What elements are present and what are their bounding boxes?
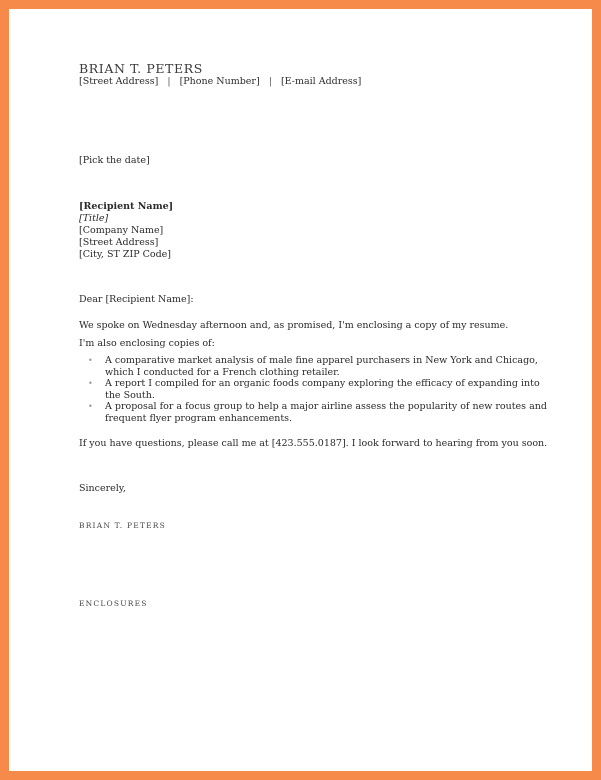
body-paragraph-2: I'm also enclosing copies of: — [79, 338, 215, 349]
sender-email[interactable]: [E-mail Address] — [280, 76, 362, 87]
body-paragraph-1: We spoke on Wednesday afternoon and, as promised, I'm enclosing a copy of my resume. — [79, 320, 509, 331]
list-item-text: A proposal for a focus group to help a major airline assess the popularity of new routes and frequent flyer program enhancements. — [105, 401, 547, 424]
contact-separator: | — [268, 76, 272, 87]
recipient-city[interactable]: [City, ST ZIP Code] — [79, 249, 172, 260]
sender-phone[interactable]: [Phone Number] — [179, 76, 260, 87]
bullet-icon: • — [88, 402, 93, 411]
bullet-icon: • — [88, 356, 93, 365]
sender-name: BRIAN T. PETERS — [79, 61, 203, 76]
date-field[interactable]: [Pick the date] — [79, 155, 150, 166]
list-item — [79, 355, 549, 378]
list-item-text: A report I compiled for an organic foods company exploring the efficacy of expanding into the South. — [105, 378, 540, 401]
list-item — [79, 378, 549, 401]
enclosure-list — [79, 355, 549, 424]
sender-contact-line — [79, 76, 361, 87]
bullet-icon: • — [88, 379, 93, 388]
recipient-company[interactable]: [Company Name] — [79, 225, 164, 236]
salutation: Dear [Recipient Name]: — [79, 294, 194, 305]
body-paragraph-3: If you have questions, please call me at [423.555.0187]. I look forward to hearing from you soon. — [79, 438, 548, 449]
enclosures-label: ENCLOSURES — [79, 599, 148, 608]
contact-separator: | — [167, 76, 171, 87]
signature-name: BRIAN T. PETERS — [79, 521, 166, 530]
recipient-street[interactable]: [Street Address] — [79, 237, 159, 248]
recipient-title[interactable]: [Title] — [79, 213, 109, 224]
recipient-name[interactable]: [Recipient Name] — [79, 201, 174, 212]
closing: Sincerely, — [79, 483, 126, 494]
sender-street[interactable]: [Street Address] — [79, 76, 159, 87]
list-item-text: A comparative market analysis of male fine apparel purchasers in New York and Chicago, which I conducted for a French clothing retailer. — [105, 355, 538, 378]
letter-page — [9, 9, 592, 771]
recipient-block — [79, 201, 173, 261]
list-item — [79, 401, 549, 424]
